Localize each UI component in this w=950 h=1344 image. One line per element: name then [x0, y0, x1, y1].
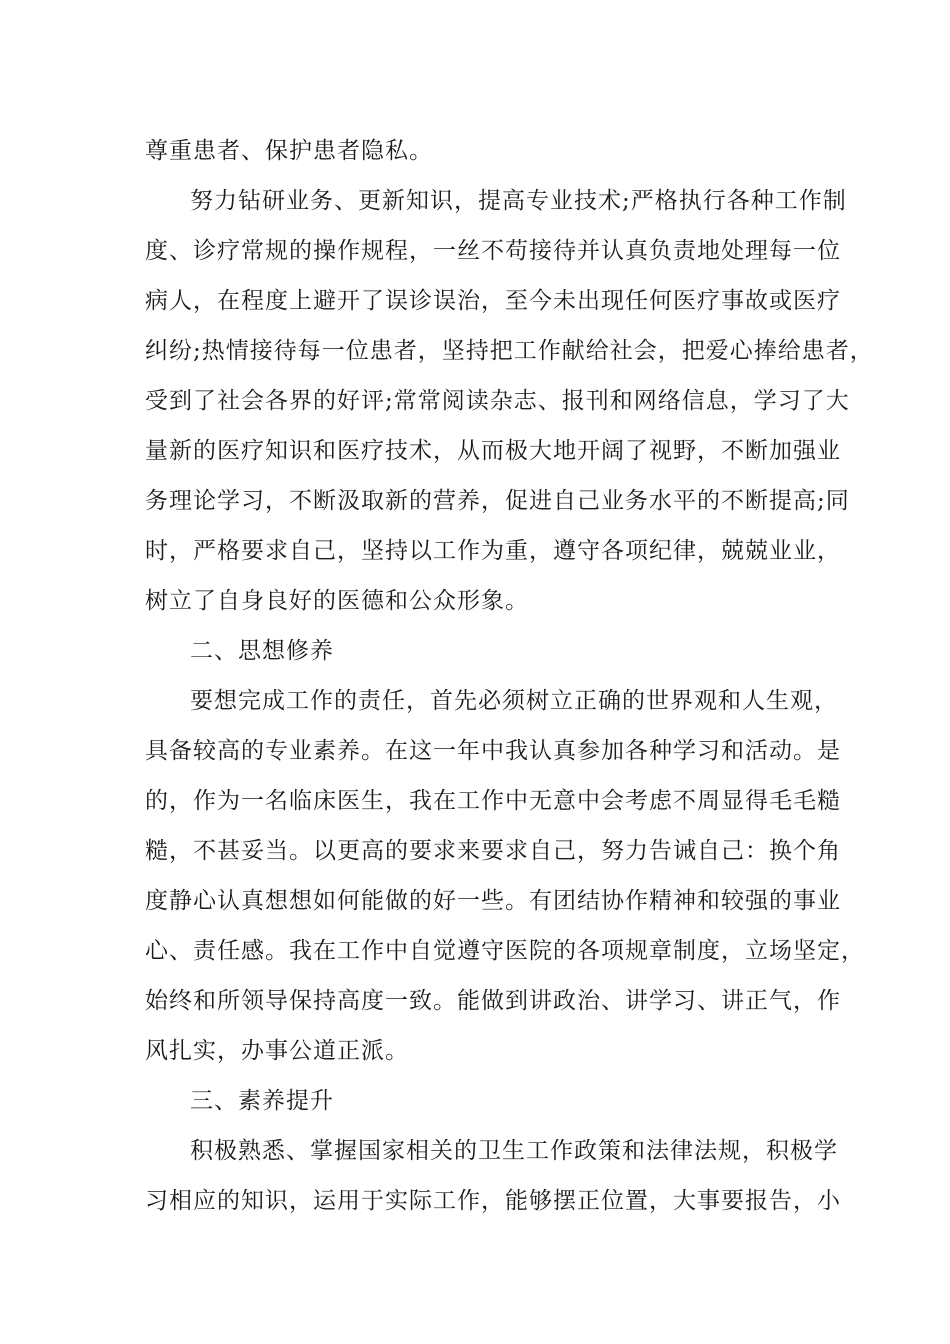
text-line: 务理论学习，不断汲取新的营养，促进自己业务水平的不断提高;同: [145, 488, 850, 514]
paragraph-first-line: 积极熟悉、掌握国家相关的卫生工作政策和法律法规，积极学: [190, 1138, 838, 1164]
text-line: 病人，在程度上避开了误诊误治，至今未出现任何医疗事故或医疗: [145, 288, 841, 314]
paragraph-first-line: 要想完成工作的责任，首先必须树立正确的世界观和人生观，: [190, 688, 838, 714]
text-line: 受到了社会各界的好评;常常阅读杂志、报刊和网络信息，学习了大: [145, 388, 850, 414]
section-heading: 三、素养提升: [190, 1088, 334, 1114]
text-line: 纠纷;热情接待每一位患者，坚持把工作献给社会，把爱心捧给患者，: [145, 338, 874, 364]
text-line: 时，严格要求自己，坚持以工作为重，遵守各项纪律，兢兢业业，: [145, 538, 841, 564]
text-line: 糙，不甚妥当。以更高的要求来要求自己，努力告诫自己：换个角: [145, 838, 841, 864]
text-line: 心、责任感。我在工作中自觉遵守医院的各项规章制度，立场坚定，: [145, 938, 865, 964]
text-line: 量新的医疗知识和医疗技术，从而极大地开阔了视野，不断加强业: [145, 438, 841, 464]
text-line: 始终和所领导保持高度一致。能做到讲政治、讲学习、讲正气，作: [145, 988, 841, 1014]
text-line: 习相应的知识，运用于实际工作，能够摆正位置，大事要报告，小: [145, 1188, 841, 1214]
text-line: 的，作为一名临床医生，我在工作中无意中会考虑不周显得毛毛糙: [145, 788, 841, 814]
text-line: 具备较高的专业素养。在这一年中我认真参加各种学习和活动。是: [145, 738, 841, 764]
paragraph-first-line: 努力钻研业务、更新知识，提高专业技术;严格执行各种工作制: [190, 188, 847, 214]
text-line: 尊重患者、保护患者隐私。: [145, 138, 433, 164]
text-line: 度静心认真想想如何能做的好一些。有团结协作精神和较强的事业: [145, 888, 841, 914]
text-line: 风扎实，办事公道正派。: [145, 1038, 409, 1064]
text-line: 度、诊疗常规的操作规程，一丝不苟接待并认真负责地处理每一位: [145, 238, 841, 264]
text-line: 树立了自身良好的医德和公众形象。: [145, 588, 529, 614]
section-heading: 二、思想修养: [190, 638, 334, 664]
